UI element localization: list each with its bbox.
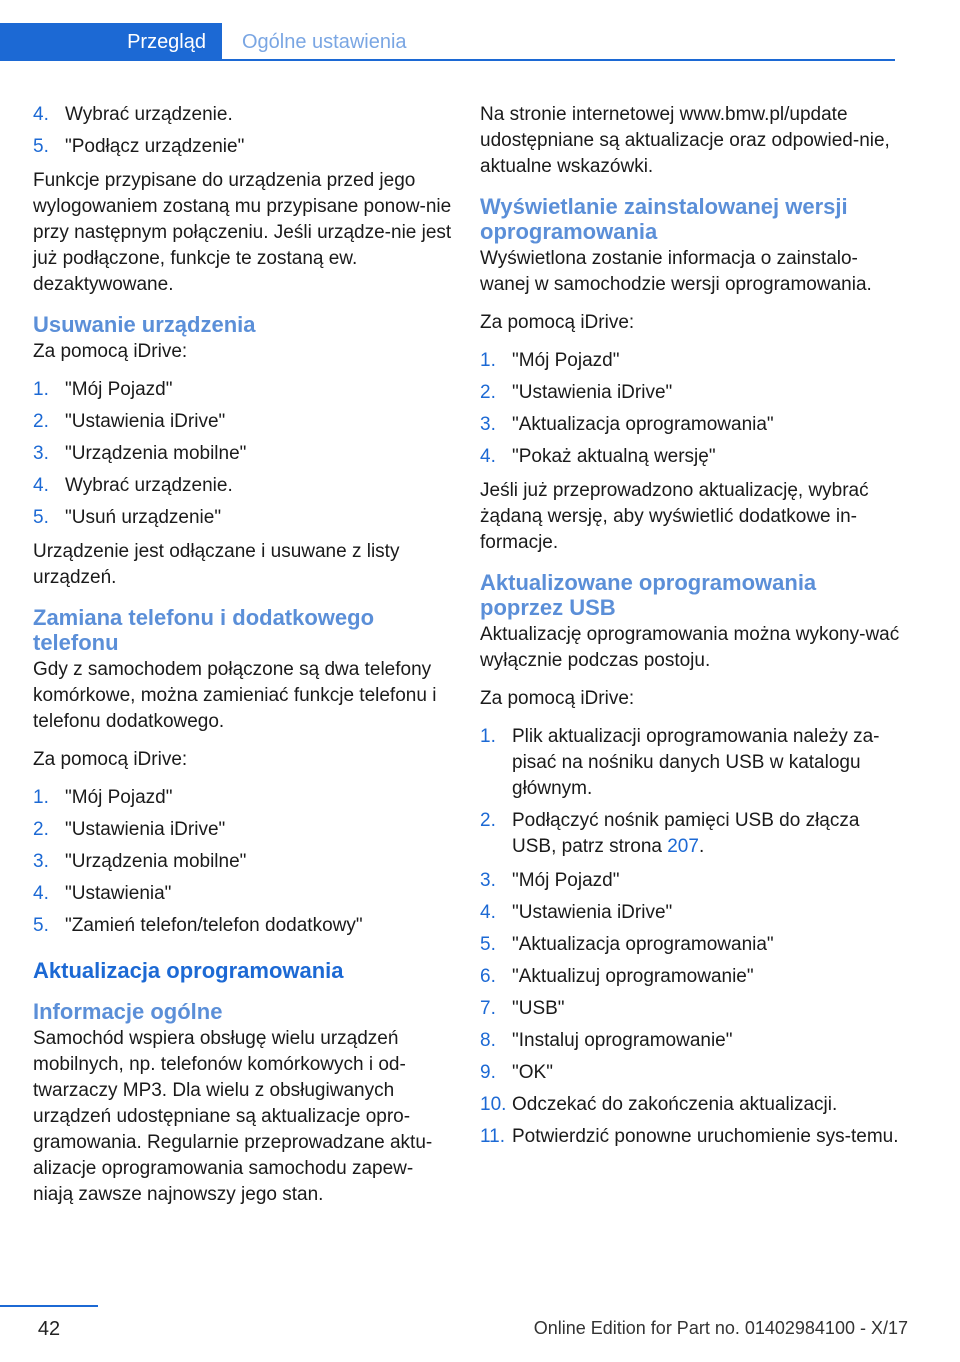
page-number: 42 xyxy=(37,1318,61,1340)
list-item xyxy=(480,868,900,894)
step-number: 2. xyxy=(33,411,49,432)
list-item xyxy=(33,505,453,531)
step-number: 11. xyxy=(480,1126,506,1147)
steps-list xyxy=(33,377,453,531)
list-item xyxy=(33,785,453,811)
chapter-heading: Aktualizacja oprogramowania xyxy=(33,958,344,983)
step-text: "Ustawienia iDrive" xyxy=(512,902,673,923)
step-number: 4. xyxy=(480,902,496,923)
paragraph: Za pomocą iDrive: xyxy=(480,312,635,333)
page-link[interactable]: 207 xyxy=(667,836,699,857)
section-heading: Usuwanie urządzenia xyxy=(33,312,256,337)
step-number: 9. xyxy=(480,1062,496,1083)
step-text: "Zamień telefon/telefon dodatkowy" xyxy=(65,915,363,936)
step-text: "Mój Pojazd" xyxy=(512,350,620,371)
paragraph: Wyświetlona zostanie informacja o zainstalo‐wanej w samochodzie wersji oprogramowania. xyxy=(480,248,872,295)
list-item xyxy=(480,1124,900,1150)
step-text: "Urządzenia mobilne" xyxy=(65,851,247,872)
steps-list xyxy=(33,102,453,160)
list-item xyxy=(480,932,900,958)
step-text: "Mój Pojazd" xyxy=(512,870,620,891)
step-number: 10. xyxy=(480,1094,507,1115)
step-text: Odczekać do zakończenia aktualizacji. xyxy=(512,1094,838,1115)
list-item xyxy=(480,724,900,802)
steps-list xyxy=(480,348,900,470)
list-item xyxy=(480,444,900,470)
list-item xyxy=(480,1028,900,1054)
section-heading: Aktualizowane oprogramowania poprzez USB xyxy=(480,570,817,620)
step-number: 3. xyxy=(480,414,496,435)
steps-list xyxy=(480,868,900,1150)
step-text: "Ustawienia iDrive" xyxy=(65,411,226,432)
tab-overview[interactable]: Przegląd xyxy=(0,23,222,61)
step-number: 2. xyxy=(33,819,49,840)
step-number: 5. xyxy=(480,934,496,955)
step-text xyxy=(512,808,900,860)
step-text: "Ustawienia" xyxy=(65,883,172,904)
section-heading: Informacje ogólne xyxy=(33,999,223,1024)
list-item xyxy=(480,348,900,374)
step-number: 2. xyxy=(480,382,496,403)
paragraph: Za pomocą iDrive: xyxy=(480,688,635,709)
step-text: "Ustawienia iDrive" xyxy=(512,382,673,403)
step-number: 7. xyxy=(480,998,496,1019)
step-number: 1. xyxy=(33,787,49,808)
list-item xyxy=(480,964,900,990)
list-item xyxy=(33,913,453,939)
header-tabbar xyxy=(0,23,895,61)
paragraph: Aktualizację oprogramowania można wykony‐wać wyłącznie podczas postoju. xyxy=(480,624,900,671)
step-text: "Pokaż aktualną wersję" xyxy=(512,446,716,467)
step-text: "Aktualizacja oprogramowania" xyxy=(512,414,774,435)
footer-divider xyxy=(0,1305,98,1307)
step-number: 1. xyxy=(480,726,496,747)
tab-general-settings[interactable]: Ogólne ustawienia xyxy=(242,31,407,53)
list-item xyxy=(480,1060,900,1086)
left-column xyxy=(33,102,453,1220)
paragraph: Gdy z samochodem połączone są dwa telefony komórkowe, można zamieniać funkcje telefonu i telefonu dodatkowego. xyxy=(33,659,437,732)
step-number: 6. xyxy=(480,966,496,987)
paragraph: Na stronie internetowej www.bmw.pl/update udostępniane są aktualizacje oraz odpowied‐nie, aktualne wskazówki. xyxy=(480,104,890,177)
step-text: Plik aktualizacji oprogramowania należy za‐pisać na nośniku danych USB w katalogu głównym. xyxy=(512,726,880,799)
section-heading: Zamiana telefonu i dodatkowego telefonu xyxy=(33,605,375,655)
step-text: "Urządzenia mobilne" xyxy=(65,443,247,464)
list-item xyxy=(33,134,453,160)
step-text: "Usuń urządzenie" xyxy=(65,507,222,528)
step-number: 1. xyxy=(33,379,49,400)
step-number: 4. xyxy=(33,104,49,125)
step-number: 1. xyxy=(480,350,496,371)
list-item xyxy=(33,377,453,403)
paragraph: Funkcje przypisane do urządzenia przed jego wylogowaniem zostaną mu przypisane ponow‐nie przy następnym połączeniu. Jeśli urządze‐nie jest już podłączone, funkcje te zostaną ew. dezaktywowane. xyxy=(33,170,452,295)
edition-label: Online Edition for Part no. 01402984100 - X/17 xyxy=(533,1318,908,1338)
right-column xyxy=(480,102,900,1158)
step-text: "Ustawienia iDrive" xyxy=(65,819,226,840)
list-item xyxy=(480,1092,900,1118)
list-item xyxy=(480,900,900,926)
step-text: "Aktualizuj oprogramowanie" xyxy=(512,966,754,987)
step-text: "USB" xyxy=(512,998,565,1019)
list-item xyxy=(480,412,900,438)
step-number: 3. xyxy=(33,443,49,464)
step-number: 5. xyxy=(33,136,49,157)
step-number: 4. xyxy=(33,883,49,904)
steps-list-usb xyxy=(480,724,900,860)
step-text: "Aktualizacja oprogramowania" xyxy=(512,934,774,955)
paragraph: Za pomocą iDrive: xyxy=(33,749,188,770)
step-text-part: . xyxy=(698,836,705,857)
step-text-part: Podłączyć nośnik pamięci USB do złącza USB, patrz strona xyxy=(512,810,860,857)
paragraph: Urządzenie jest odłączane i usuwane z listy urządzeń. xyxy=(33,541,400,588)
paragraph: Jeśli już przeprowadzono aktualizację, wybrać żądaną wersję, aby wyświetlić dodatkowe in‐formacje. xyxy=(480,480,869,553)
step-text: Potwierdzić ponowne uruchomienie sys‐temu. xyxy=(512,1126,899,1147)
list-item xyxy=(33,473,453,499)
step-number: 3. xyxy=(33,851,49,872)
list-item xyxy=(33,881,453,907)
step-text: "Podłącz urządzenie" xyxy=(65,136,245,157)
step-text: "Instaluj oprogramowanie" xyxy=(512,1030,733,1051)
step-number: 4. xyxy=(33,475,49,496)
list-item xyxy=(33,409,453,435)
step-text: "Mój Pojazd" xyxy=(65,787,173,808)
step-text: "Mój Pojazd" xyxy=(65,379,173,400)
step-number: 2. xyxy=(480,810,496,831)
paragraph: Samochód wspiera obsługę wielu urządzeń mobilnych, np. telefonów komórkowych i od‐twarzaczy MP3. Dla wielu z obsługiwanych urządzeń udostępniane są aktualizacje opro‐gramowania. Regularnie przeprowadzane aktu‐alizacje oprogramowania samochodu zapew‐niają zawsze najnowszy jego stan. xyxy=(33,1028,433,1205)
list-item xyxy=(33,441,453,467)
list-item xyxy=(480,996,900,1022)
list-item xyxy=(480,808,900,860)
step-number: 8. xyxy=(480,1030,496,1051)
header-divider xyxy=(0,59,895,61)
list-item xyxy=(33,849,453,875)
step-text: Wybrać urządzenie. xyxy=(65,475,233,496)
section-heading: Wyświetlanie zainstalowanej wersji oprogramowania xyxy=(480,194,848,244)
list-item xyxy=(480,380,900,406)
steps-list xyxy=(33,785,453,939)
step-number: 3. xyxy=(480,870,496,891)
step-number: 5. xyxy=(33,915,49,936)
list-item xyxy=(33,817,453,843)
step-text: Wybrać urządzenie. xyxy=(65,104,233,125)
step-number: 5. xyxy=(33,507,49,528)
step-text: "OK" xyxy=(512,1062,553,1083)
list-item xyxy=(33,102,453,128)
paragraph: Za pomocą iDrive: xyxy=(33,341,188,362)
step-number: 4. xyxy=(480,446,496,467)
